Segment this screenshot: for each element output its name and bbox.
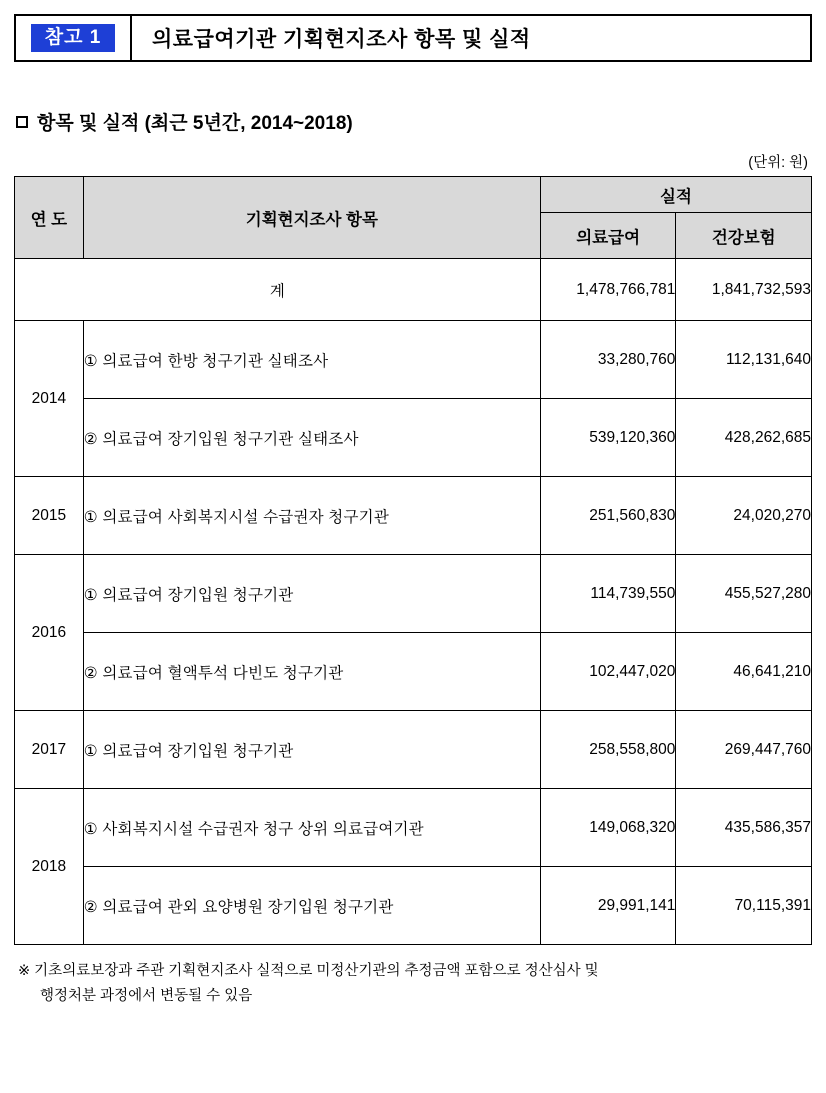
table-head [15,177,812,259]
row-item: ② 의료급여 장기입원 청구기관 실태조사 [83,399,540,477]
square-bullet-icon [16,116,28,128]
row-medical-aid: 251,560,830 [540,477,676,555]
row-item: ① 의료급여 사회복지시설 수급권자 청구기관 [83,477,540,555]
reference-tag-label: 참고 1 [31,24,116,53]
performance-table [14,176,812,945]
row-health-insurance: 435,586,357 [676,789,812,867]
row-year: 2014 [15,321,84,477]
table-row [15,633,812,711]
footnote [14,959,812,1010]
row-health-insurance: 269,447,760 [676,711,812,789]
row-health-insurance: 24,020,270 [676,477,812,555]
total-label: 계 [15,259,541,321]
section-heading-label: 항목 및 실적 (최근 5년간, 2014~2018) [37,113,353,134]
document-page [0,14,826,1093]
row-health-insurance: 112,131,640 [676,321,812,399]
row-item: ① 의료급여 장기입원 청구기관 [83,711,540,789]
table-row [15,555,812,633]
unit-note: (단위: 원) [748,155,808,171]
table-row [15,789,812,867]
row-health-insurance: 70,115,391 [676,867,812,945]
table-row [15,399,812,477]
table-row-total [15,259,812,321]
row-medical-aid: 33,280,760 [540,321,676,399]
reference-banner [14,14,812,62]
row-medical-aid: 29,991,141 [540,867,676,945]
column-header-item: 기획현지조사 항목 [83,177,540,259]
page-title: 의료급여기관 기획현지조사 항목 및 실적 [152,28,531,51]
row-medical-aid: 149,068,320 [540,789,676,867]
reference-tag-cell [16,16,132,60]
table-row [15,477,812,555]
column-header-health-insurance: 건강보험 [676,213,812,259]
row-item: ② 의료급여 혈액투석 다빈도 청구기관 [83,633,540,711]
footnote-line-1: ※ 기초의료보장과 주관 기획현지조사 실적으로 미정산기관의 추정금액 포함으로 정산심사 및 [18,963,599,979]
row-year: 2015 [15,477,84,555]
row-medical-aid: 258,558,800 [540,711,676,789]
row-year: 2016 [15,555,84,711]
column-header-medical-aid: 의료급여 [540,213,676,259]
row-health-insurance: 428,262,685 [676,399,812,477]
row-year: 2017 [15,711,84,789]
section-heading [14,108,812,135]
row-health-insurance: 46,641,210 [676,633,812,711]
row-health-insurance: 455,527,280 [676,555,812,633]
row-item: ① 의료급여 한방 청구기관 실태조사 [83,321,540,399]
row-medical-aid: 539,120,360 [540,399,676,477]
table-body [15,259,812,945]
total-health-insurance: 1,841,732,593 [676,259,812,321]
column-header-year: 연 도 [15,177,84,259]
column-header-result: 실적 [540,177,811,213]
row-medical-aid: 114,739,550 [540,555,676,633]
table-header-row-1 [15,177,812,213]
total-medical-aid: 1,478,766,781 [540,259,676,321]
table-row [15,321,812,399]
row-item: ① 의료급여 장기입원 청구기관 [83,555,540,633]
row-item: ① 사회복지시설 수급권자 청구 상위 의료급여기관 [83,789,540,867]
row-year: 2018 [15,789,84,945]
table-row [15,711,812,789]
footnote-line-2: 행정처분 과정에서 변동될 수 있음 [40,988,253,1005]
table-row [15,867,812,945]
row-medical-aid: 102,447,020 [540,633,676,711]
row-item: ② 의료급여 관외 요양병원 장기입원 청구기관 [83,867,540,945]
